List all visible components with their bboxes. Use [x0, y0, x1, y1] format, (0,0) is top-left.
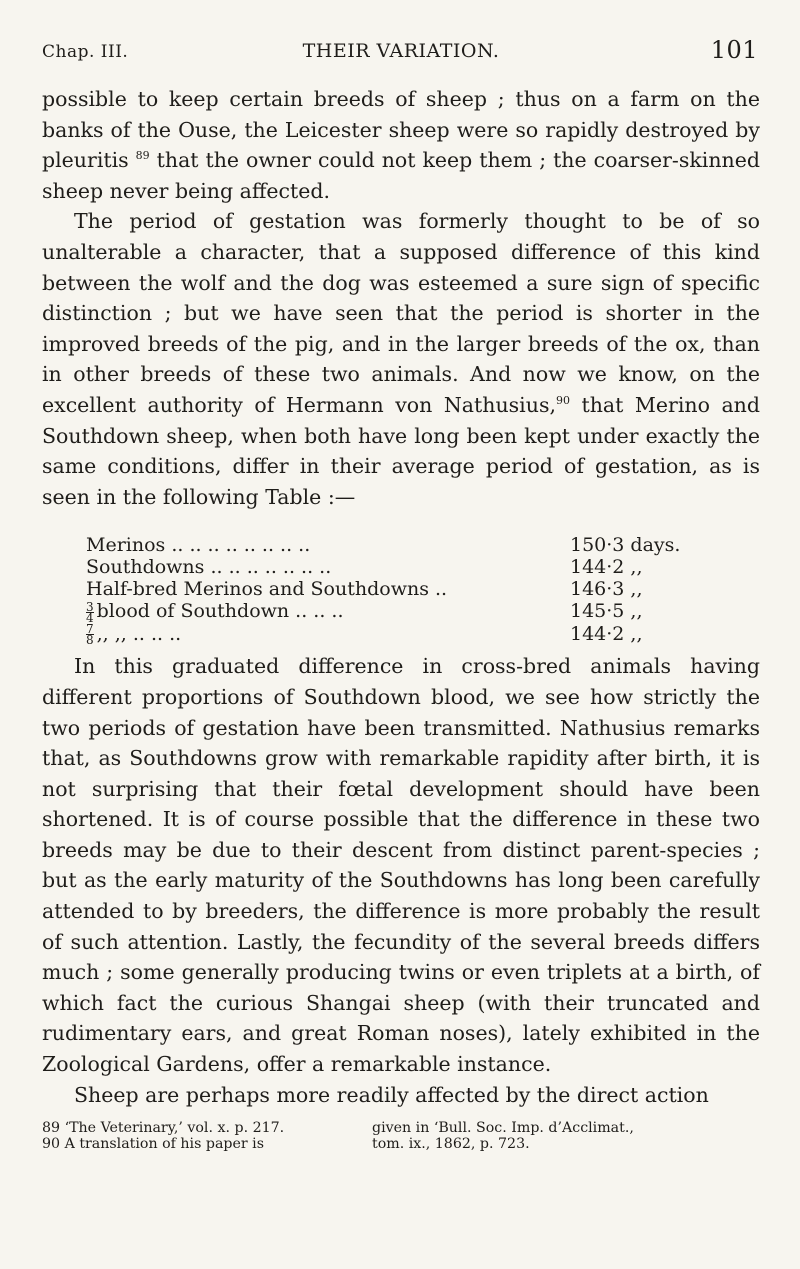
row-value: 146·3 ,, [570, 578, 643, 601]
fraction: $\frac{3}{4}$ [86, 600, 94, 623]
table-row [86, 578, 686, 600]
table-row [86, 556, 686, 578]
row-label: Southdowns .. .. .. .. .. .. .. [86, 556, 332, 579]
chapter-label: Chap. III. [42, 42, 129, 62]
row-label: $\frac{7}{8}$ ,, ,, .. .. .. [86, 622, 182, 646]
row-value: 144·2 ,, [570, 556, 643, 579]
footnote-90: 90 A translation of his paper is [42, 1136, 264, 1153]
footnote-line-1 [42, 1120, 760, 1136]
table-row [86, 623, 686, 646]
row-value: 144·2 ,, [570, 622, 643, 645]
paragraph-3: In this graduated difference in cross-bred animals having different proportions of Southdown blood, we see how strictly the two periods of gestation have been transmitted. Nathusius remarks that, as Southdowns grow with remarkable rapidity after birth, it is not surprising that their fœtal development should have been shortened. It is of course possible that the difference in these two breeds may be due to their descent from distinct parent-species ; but as the early maturity of the Southdowns has long been carefully attended to by breeders, the difference is more probably the result of such attention. Lastly, the fecundity of the several breeds differs much ; some generally producing twins or even triplets at a birth, of which fact the curious Shangai sheep (with their truncated and rudimentary ears, and great Roman noses), lately exhibited in the Zoological Gardens, offer a remarkable instance. [42, 654, 760, 1077]
footnote-ref-90: 90 [555, 393, 570, 407]
footnote-line-2 [42, 1136, 760, 1152]
row-label: Half-bred Merinos and Southdowns .. [86, 578, 448, 601]
paragraph-2: The period of gestation was formerly thought to be of so unalterable a character, that a supposed difference of this kind between the wolf and the dog was esteemed a sure sign of specific distinction ; but we have seen that the period is shorter in the improved breeds of the pig, and in the larger breeds of the ox, than in other breeds of these two animals. And now we know, on the excellent authority of Hermann von Nathusius,$^{90}$ that Merino and Southdown sheep, when both have long been kept under exactly the same conditions, differ in their average period of gestation, as is seen in the following Table :— [42, 209, 760, 509]
page-number: 101 [710, 36, 758, 64]
running-header [42, 30, 760, 66]
gestation-table [86, 534, 686, 645]
page-body [42, 84, 760, 1110]
fraction: $\frac{7}{8}$ [86, 622, 94, 646]
running-title: THEIR VARIATION. [302, 40, 500, 62]
row-label: Merinos .. .. .. .. .. .. .. .. [86, 534, 311, 557]
table-row [86, 534, 686, 556]
table-row [86, 600, 686, 623]
footnote-ref-89: 89 [135, 149, 150, 163]
row-value: 150·3 days. [570, 534, 681, 557]
row-value: 145·5 ,, [570, 600, 643, 623]
footnotes [42, 1120, 760, 1152]
footnote-90-continued: given in ‘Bull. Soc. Imp. d’Acclimat., [372, 1120, 634, 1137]
paragraph-4: Sheep are perhaps more readily affected by the direct action [74, 1082, 709, 1107]
paragraph-1: possible to keep certain breeds of sheep ; thus on a farm on the banks of the Ouse, the Leicester sheep were so rapidly destroyed by pleuritis $^{89}$ that the owner could not keep them ; the coarser-skinned sheep never being affected. [42, 87, 760, 203]
footnote-89: 89 ‘The Veterinary,’ vol. x. p. 217. [42, 1120, 285, 1137]
footnote-90-citation: tom. ix., 1862, p. 723. [372, 1136, 530, 1153]
row-label: $\frac{3}{4}$ blood of Southdown .. .. .. [86, 600, 344, 623]
